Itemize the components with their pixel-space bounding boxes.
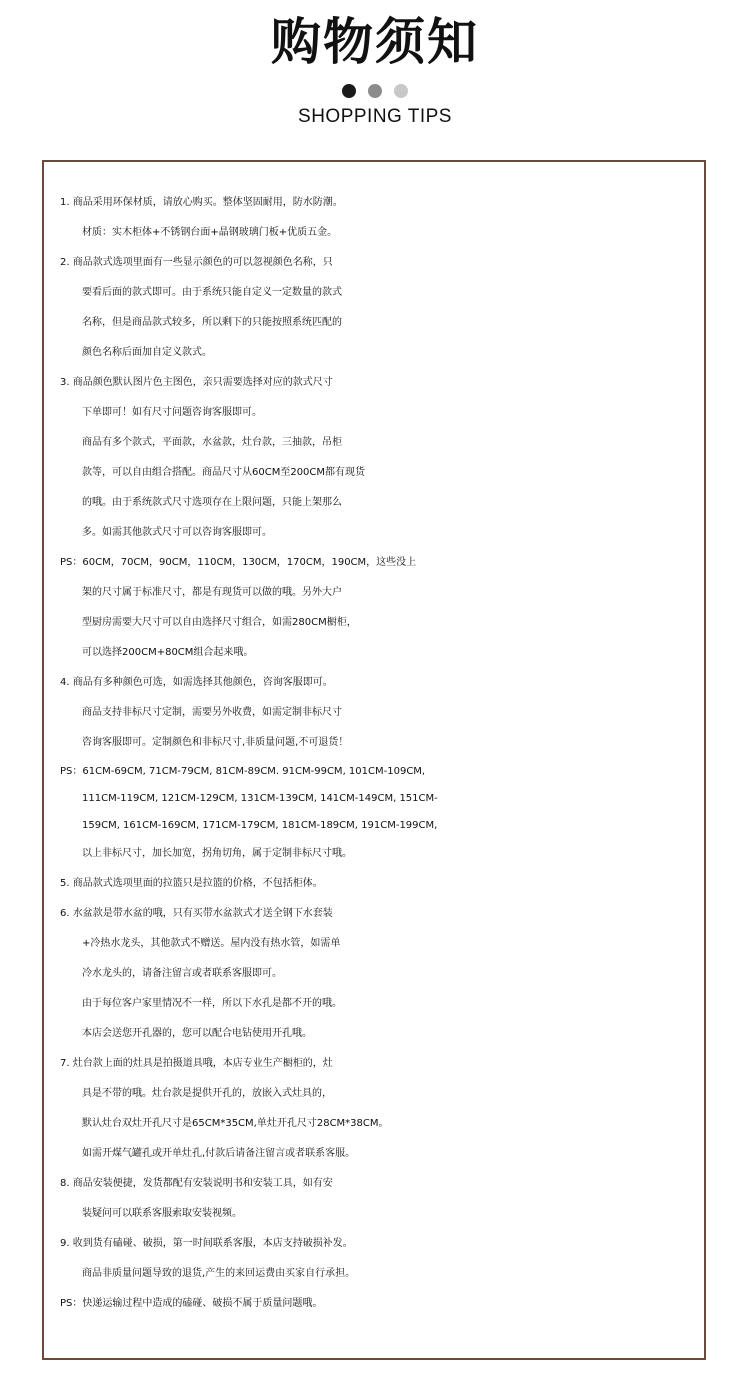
tip-line: 9. 收到货有磕碰、破损，第一时间联系客服，本店支持破损补发。 — [60, 1238, 353, 1249]
tip-line: 默认灶台双灶开孔尺寸是65CM*35CM,单灶开孔尺寸28CM*38CM。 — [82, 1118, 389, 1129]
tip-line: 1. 商品采用环保材质，请放心购买。整体坚固耐用，防水防潮。 — [60, 197, 343, 208]
pagination-dots — [0, 84, 750, 98]
page-title: 购物须知 — [271, 13, 479, 71]
tip-line: 5. 商品款式选项里面的拉篮只是拉篮的价格，不包括柜体。 — [60, 878, 323, 889]
tip-line: 可以选择200CM+80CM组合起来哦。 — [82, 647, 254, 658]
tip-line: 型厨房需要大尺寸可以自由选择尺寸组合，如需280CM橱柜， — [82, 617, 357, 628]
tip-line: 冷水龙头的，请备注留言或者联系客服即可。 — [82, 968, 282, 979]
dot-3 — [394, 84, 408, 98]
tip-line: 的哦。由于系统款式尺寸选项存在上限问题，只能上架那么 — [82, 497, 342, 508]
dot-2 — [368, 84, 382, 98]
tip-line: PS：61CM-69CM, 71CM-79CM, 81CM-89CM. 91CM-99CM, 101CM-109CM, — [60, 766, 426, 777]
tip-line: 材质：实木柜体+不锈钢台面+晶钢玻璃门板+优质五金。 — [82, 227, 338, 238]
tip-line: 本店会送您开孔器的，您可以配合电钻使用开孔哦。 — [82, 1028, 312, 1039]
tip-line: 要看后面的款式即可。由于系统只能自定义一定数量的款式 — [82, 287, 342, 298]
tips-content — [60, 188, 710, 1319]
tip-line: 架的尺寸属于标准尺寸，都是有现货可以做的哦。另外大户 — [82, 587, 342, 598]
tip-line: 装疑问可以联系客服索取安装视频。 — [82, 1208, 242, 1219]
tip-line: 以上非标尺寸，加长加宽，拐角切角，属于定制非标尺寸哦。 — [82, 848, 352, 859]
tip-line: 6. 水盆款是带水盆的哦，只有买带水盆款式才送全钢下水套装 — [60, 908, 333, 919]
page-subtitle: SHOPPING TIPS — [298, 106, 452, 127]
tip-line: PS：快递运输过程中造成的磕碰、破损不属于质量问题哦。 — [60, 1298, 323, 1309]
tip-line: 商品非质量问题导致的退货,产生的来回运费由买家自行承担。 — [82, 1268, 356, 1279]
tip-line: 159CM, 161CM-169CM, 171CM-179CM, 181CM-189CM, 191CM-199CM, — [82, 820, 438, 831]
tip-line: PS：60CM，70CM，90CM，110CM，130CM，170CM，190CM，这些没上 — [60, 557, 417, 568]
tip-line: 咨询客服即可。定制颜色和非标尺寸,非质量问题,不可退货！ — [82, 737, 349, 748]
tip-line: 111CM-119CM, 121CM-129CM, 131CM-139CM, 141CM-149CM, 151CM- — [82, 793, 438, 804]
tip-line: +冷热水龙头，其他款式不赠送。屋内没有热水管，如需单 — [82, 938, 341, 949]
tip-line: 多。如需其他款式尺寸可以咨询客服即可。 — [82, 527, 272, 538]
tip-line: 下单即可！如有尺寸问题咨询客服即可。 — [82, 407, 262, 418]
dot-1 — [342, 84, 356, 98]
tip-line: 如需开煤气罐孔或开单灶孔,付款后请备注留言或者联系客服。 — [82, 1148, 356, 1159]
tip-line: 由于每位客户家里情况不一样，所以下水孔是都不开的哦。 — [82, 998, 342, 1009]
tip-line: 2. 商品款式选项里面有一些显示颜色的可以忽视颜色名称，只 — [60, 257, 333, 268]
tip-line: 3. 商品颜色默认图片色主图色，亲只需要选择对应的款式尺寸 — [60, 377, 333, 388]
tip-line: 商品有多个款式，平面款，水盆款，灶台款，三抽款，吊柜 — [82, 437, 342, 448]
tip-line: 8. 商品安装便捷，发货都配有安装说明书和安装工具，如有安 — [60, 1178, 333, 1189]
tip-line: 商品支持非标尺寸定制，需要另外收费，如需定制非标尺寸 — [82, 707, 342, 718]
tip-line: 具是不带的哦。灶台款是提供开孔的，放嵌入式灶具的， — [82, 1088, 332, 1099]
tip-line: 颜色名称后面加自定义款式。 — [82, 347, 212, 358]
tip-line: 名称，但是商品款式较多，所以剩下的只能按照系统匹配的 — [82, 317, 342, 328]
tip-line: 4. 商品有多种颜色可选，如需选择其他颜色，咨询客服即可。 — [60, 677, 333, 688]
tip-line: 7. 灶台款上面的灶具是拍摄道具哦，本店专业生产橱柜的，灶 — [60, 1058, 333, 1069]
tip-line: 款等，可以自由组合搭配。商品尺寸从60CM至200CM都有现货 — [82, 467, 366, 478]
